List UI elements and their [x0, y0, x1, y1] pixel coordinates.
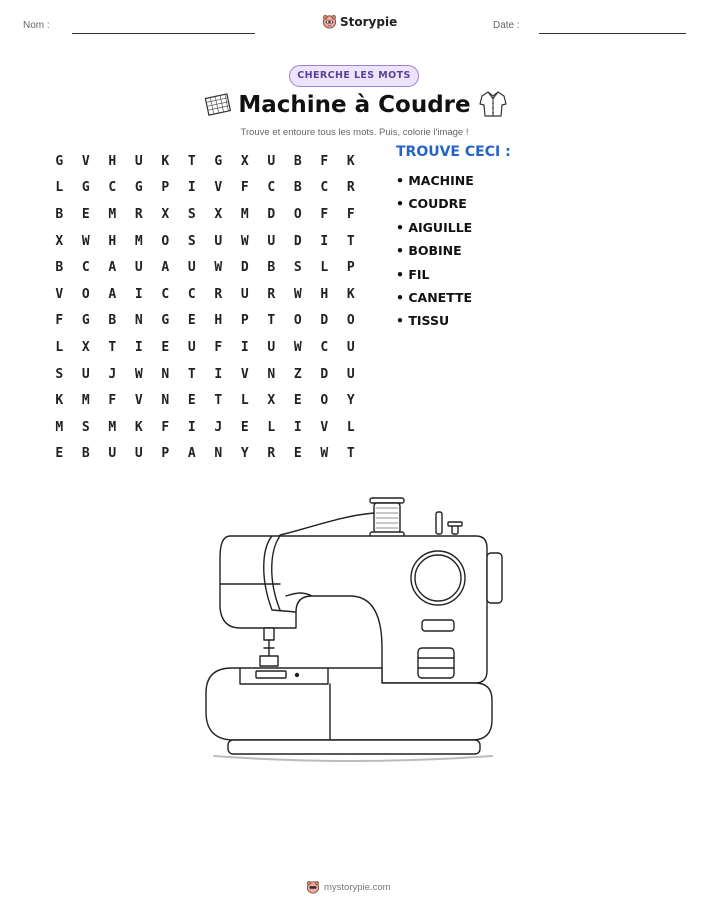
- grid-letter[interactable]: V: [240, 366, 249, 382]
- grid-letter[interactable]: M: [108, 419, 117, 435]
- grid-letter[interactable]: V: [320, 419, 329, 435]
- grid-letter[interactable]: C: [187, 286, 196, 302]
- grid-letter[interactable]: T: [346, 446, 355, 462]
- grid-letter[interactable]: N: [267, 366, 276, 382]
- word-item: • MACHINE: [396, 173, 474, 188]
- grid-letter[interactable]: W: [320, 446, 329, 462]
- grid-letter[interactable]: U: [240, 286, 249, 302]
- word-item: • TISSU: [396, 313, 450, 329]
- grid-row: [46, 414, 364, 441]
- grid-letter[interactable]: D: [320, 366, 329, 382]
- grid-letter[interactable]: S: [187, 206, 196, 222]
- grid-letter[interactable]: T: [267, 313, 276, 329]
- footer: [306, 880, 391, 894]
- grid-letter[interactable]: S: [293, 260, 302, 276]
- grid-letter[interactable]: W: [214, 260, 223, 276]
- grid-letter[interactable]: I: [187, 180, 196, 196]
- brand-logo: [322, 14, 397, 29]
- grid-row: [46, 254, 364, 281]
- grid-letter[interactable]: V: [214, 180, 223, 196]
- grid-row: [46, 281, 364, 308]
- grid-letter[interactable]: H: [320, 286, 329, 302]
- grid-letter[interactable]: S: [81, 419, 90, 435]
- grid-letter[interactable]: M: [108, 206, 117, 222]
- grid-letter[interactable]: B: [55, 260, 64, 276]
- grid-letter[interactable]: K: [161, 153, 170, 169]
- grid-letter[interactable]: J: [108, 366, 117, 382]
- grid-letter[interactable]: O: [346, 313, 355, 329]
- grid-letter[interactable]: F: [320, 206, 329, 222]
- grid-letter[interactable]: E: [187, 313, 196, 329]
- grid-letter[interactable]: N: [134, 313, 143, 329]
- grid-letter[interactable]: O: [161, 233, 170, 249]
- word-search-grid[interactable]: [46, 148, 364, 467]
- grid-letter[interactable]: M: [81, 393, 90, 409]
- grid-letter[interactable]: J: [214, 419, 223, 435]
- grid-letter[interactable]: C: [320, 339, 329, 355]
- date-field[interactable]: [539, 33, 686, 34]
- grid-letter[interactable]: P: [161, 180, 170, 196]
- grid-letter[interactable]: E: [187, 393, 196, 409]
- grid-letter[interactable]: B: [293, 180, 302, 196]
- grid-letter[interactable]: N: [161, 393, 170, 409]
- grid-letter[interactable]: A: [108, 286, 117, 302]
- grid-letter[interactable]: U: [134, 153, 143, 169]
- grid-letter[interactable]: G: [81, 180, 90, 196]
- grid-letter[interactable]: B: [81, 446, 90, 462]
- grid-row: [46, 361, 364, 388]
- grid-letter[interactable]: L: [55, 180, 64, 196]
- word-item: • AIGUILLE: [396, 219, 473, 235]
- word-list-title: TROUVE CECI :: [396, 144, 511, 160]
- grid-letter[interactable]: R: [267, 446, 276, 462]
- grid-letter[interactable]: T: [108, 339, 117, 355]
- grid-letter[interactable]: U: [187, 260, 196, 276]
- grid-letter[interactable]: E: [293, 446, 302, 462]
- brand-name: Storypie: [340, 14, 398, 29]
- grid-letter[interactable]: V: [134, 393, 143, 409]
- activity-badge: CHERCHE LES MOTS: [289, 65, 419, 87]
- grid-letter[interactable]: C: [161, 286, 170, 302]
- grid-letter[interactable]: U: [134, 446, 143, 462]
- grid-letter[interactable]: F: [346, 206, 355, 222]
- grid-row: [46, 334, 364, 361]
- grid-letter[interactable]: E: [293, 393, 302, 409]
- grid-letter[interactable]: Y: [346, 393, 355, 409]
- grid-letter[interactable]: L: [55, 339, 64, 355]
- grid-letter[interactable]: K: [346, 286, 355, 302]
- grid-letter[interactable]: U: [134, 260, 143, 276]
- grid-letter[interactable]: U: [187, 339, 196, 355]
- grid-letter[interactable]: P: [346, 260, 355, 276]
- grid-letter[interactable]: C: [320, 180, 329, 196]
- grid-letter[interactable]: F: [108, 393, 117, 409]
- grid-letter[interactable]: W: [293, 286, 302, 302]
- grid-letter[interactable]: Y: [240, 446, 249, 462]
- grid-letter[interactable]: X: [81, 339, 90, 355]
- grid-letter[interactable]: X: [267, 393, 276, 409]
- grid-letter[interactable]: E: [81, 206, 90, 222]
- grid-letter[interactable]: R: [134, 206, 143, 222]
- grid-row: [46, 175, 364, 202]
- grid-letter[interactable]: I: [187, 419, 196, 435]
- grid-letter[interactable]: B: [267, 260, 276, 276]
- grid-letter[interactable]: Z: [293, 366, 302, 382]
- date-label: Date :: [493, 20, 520, 31]
- grid-row: [46, 387, 364, 414]
- grid-letter[interactable]: X: [240, 153, 249, 169]
- grid-letter[interactable]: D: [267, 206, 276, 222]
- grid-letter[interactable]: M: [55, 419, 64, 435]
- grid-letter[interactable]: C: [108, 180, 117, 196]
- grid-letter[interactable]: H: [214, 313, 223, 329]
- grid-letter[interactable]: W: [293, 339, 302, 355]
- grid-letter[interactable]: X: [161, 206, 170, 222]
- instructions: Trouve et entoure tous les mots. Puis, colorie l'image !: [240, 127, 469, 138]
- grid-letter[interactable]: P: [161, 446, 170, 462]
- grid-letter[interactable]: L: [240, 393, 249, 409]
- grid-letter[interactable]: U: [108, 446, 117, 462]
- footer-url[interactable]: mystorypie.com: [324, 881, 391, 893]
- grid-letter[interactable]: I: [293, 419, 302, 435]
- grid-letter[interactable]: L: [346, 419, 355, 435]
- shirt-icon: [478, 90, 508, 118]
- grid-letter[interactable]: L: [320, 260, 329, 276]
- grid-letter[interactable]: S: [187, 233, 196, 249]
- grid-letter[interactable]: F: [214, 339, 223, 355]
- word-item: • FIL: [396, 266, 430, 282]
- grid-letter[interactable]: I: [240, 339, 249, 355]
- grid-letter[interactable]: O: [81, 286, 90, 302]
- grid-letter[interactable]: R: [346, 180, 355, 196]
- word-item: • CANETTE: [396, 289, 473, 305]
- grid-letter[interactable]: L: [267, 419, 276, 435]
- grid-letter[interactable]: T: [187, 153, 196, 169]
- grid-letter[interactable]: N: [214, 446, 223, 462]
- grid-letter[interactable]: U: [346, 366, 355, 382]
- grid-letter[interactable]: S: [55, 366, 64, 382]
- grid-letter[interactable]: K: [55, 393, 64, 409]
- grid-letter[interactable]: E: [55, 446, 64, 462]
- grid-letter[interactable]: C: [267, 180, 276, 196]
- grid-letter[interactable]: G: [161, 313, 170, 329]
- grid-letter[interactable]: G: [81, 313, 90, 329]
- word-item: • COUDRE: [396, 196, 467, 212]
- grid-letter[interactable]: D: [240, 260, 249, 276]
- grid-letter[interactable]: C: [81, 260, 90, 276]
- grid-letter[interactable]: G: [55, 153, 64, 169]
- grid-letter[interactable]: X: [214, 206, 223, 222]
- grid-letter[interactable]: F: [320, 153, 329, 169]
- grid-letter[interactable]: G: [134, 180, 143, 196]
- grid-letter[interactable]: F: [161, 419, 170, 435]
- grid-letter[interactable]: B: [293, 153, 302, 169]
- grid-row: [46, 441, 364, 468]
- grid-letter[interactable]: H: [108, 153, 117, 169]
- grid-letter[interactable]: X: [55, 233, 64, 249]
- storypie-mascot-icon: [306, 880, 320, 894]
- grid-letter[interactable]: P: [240, 313, 249, 329]
- grid-letter[interactable]: U: [267, 153, 276, 169]
- grid-letter[interactable]: A: [187, 446, 196, 462]
- grid-letter[interactable]: R: [267, 286, 276, 302]
- grid-letter[interactable]: I: [134, 339, 143, 355]
- grid-letter[interactable]: B: [108, 313, 117, 329]
- grid-letter[interactable]: E: [161, 339, 170, 355]
- grid-row: [46, 148, 364, 175]
- grid-letter[interactable]: T: [346, 233, 355, 249]
- grid-letter[interactable]: F: [55, 313, 64, 329]
- grid-letter[interactable]: U: [267, 339, 276, 355]
- grid-letter[interactable]: K: [134, 419, 143, 435]
- grid-letter[interactable]: W: [81, 233, 90, 249]
- grid-letter[interactable]: M: [240, 206, 249, 222]
- grid-letter[interactable]: U: [346, 339, 355, 355]
- grid-letter[interactable]: D: [320, 313, 329, 329]
- grid-letter[interactable]: A: [108, 260, 117, 276]
- grid-letter[interactable]: W: [134, 366, 143, 382]
- word-item: • BOBINE: [396, 243, 462, 259]
- grid-letter[interactable]: O: [320, 393, 329, 409]
- grid-row: [46, 308, 364, 335]
- sewing-machine-illustration: [200, 488, 510, 768]
- storypie-mascot-icon: [322, 14, 337, 29]
- name-label: Nom :: [23, 20, 50, 31]
- page-title: Machine à Coudre: [238, 92, 471, 118]
- grid-letter[interactable]: K: [346, 153, 355, 169]
- grid-letter[interactable]: H: [108, 233, 117, 249]
- grid-letter[interactable]: A: [161, 260, 170, 276]
- grid-row: [46, 201, 364, 228]
- grid-letter[interactable]: I: [134, 286, 143, 302]
- name-field[interactable]: [72, 33, 255, 34]
- grid-letter[interactable]: I: [214, 366, 223, 382]
- grid-letter[interactable]: O: [293, 313, 302, 329]
- grid-letter[interactable]: V: [81, 153, 90, 169]
- word-list: [396, 172, 474, 336]
- grid-letter[interactable]: D: [293, 233, 302, 249]
- grid-letter[interactable]: T: [187, 366, 196, 382]
- grid-letter[interactable]: I: [320, 233, 329, 249]
- grid-letter[interactable]: F: [240, 180, 249, 196]
- grid-letter[interactable]: U: [214, 233, 223, 249]
- grid-letter[interactable]: M: [134, 233, 143, 249]
- grid-letter[interactable]: O: [293, 206, 302, 222]
- grid-letter[interactable]: T: [214, 393, 223, 409]
- grid-letter[interactable]: U: [267, 233, 276, 249]
- grid-letter[interactable]: R: [214, 286, 223, 302]
- grid-letter[interactable]: U: [81, 366, 90, 382]
- grid-letter[interactable]: V: [55, 286, 64, 302]
- grid-row: [46, 228, 364, 255]
- grid-letter[interactable]: B: [55, 206, 64, 222]
- grid-letter[interactable]: E: [240, 419, 249, 435]
- grid-letter[interactable]: G: [214, 153, 223, 169]
- grid-letter[interactable]: W: [240, 233, 249, 249]
- grid-letter[interactable]: N: [161, 366, 170, 382]
